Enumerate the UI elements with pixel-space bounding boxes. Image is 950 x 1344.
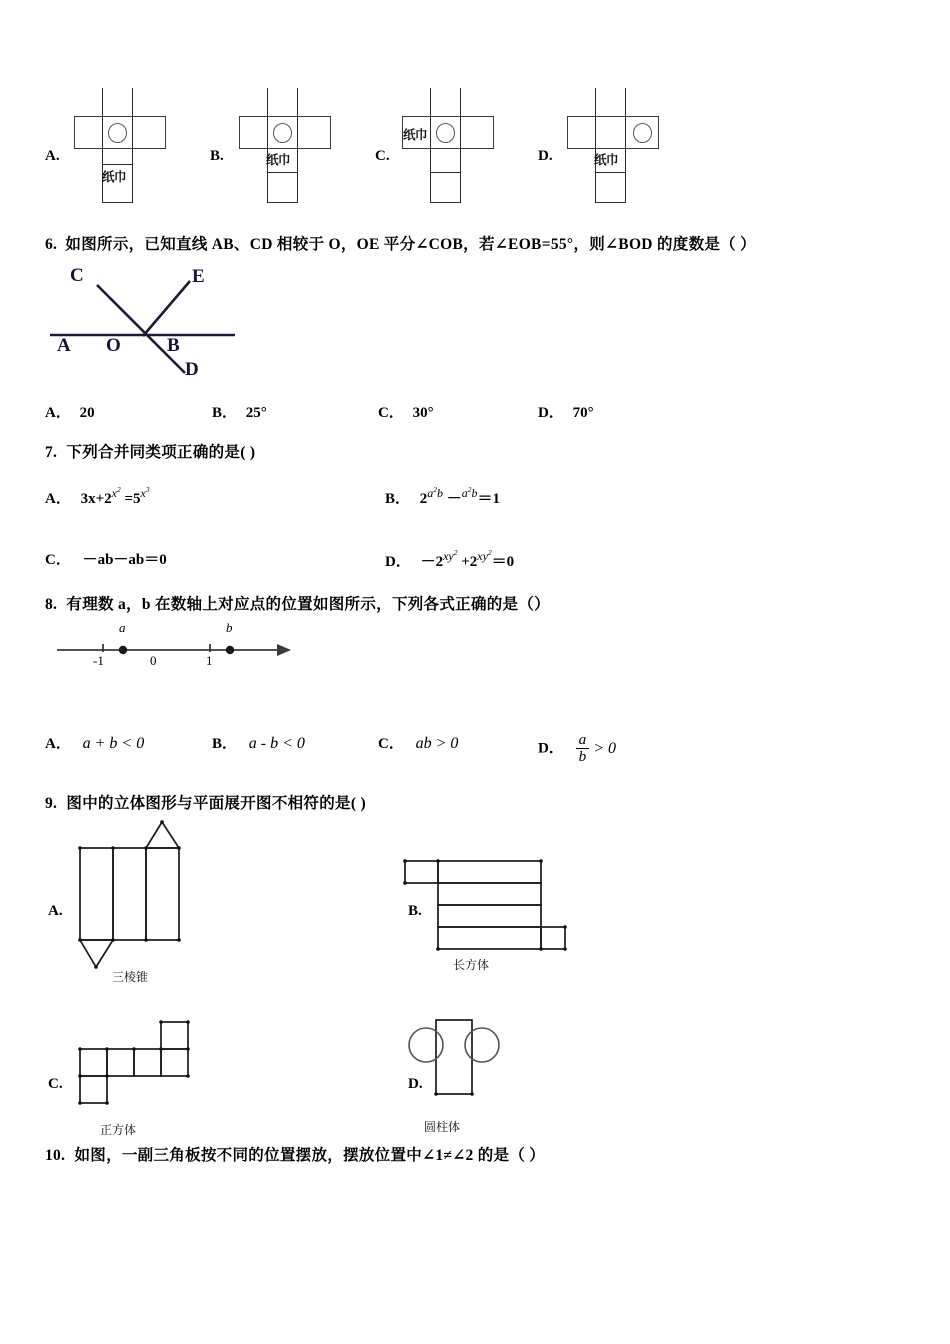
q9-figure-c	[78, 1022, 228, 1142]
q7a-sup2: x3	[140, 485, 150, 500]
dispenser-hole-icon	[633, 123, 652, 143]
q9-caption-b: 长方体	[453, 958, 490, 972]
q7-text: 下列合并同类项正确的是( )	[66, 444, 256, 461]
q7d-term2: xy2	[477, 548, 492, 563]
q6-option-b-label: B．	[212, 405, 238, 421]
q8-option-c-label: C．	[378, 736, 404, 752]
q8-option-a-label: A．	[45, 736, 71, 752]
q5-figure-b	[237, 88, 357, 203]
q7-number: 7.	[45, 444, 58, 461]
q6-option-d[interactable]	[538, 401, 594, 422]
q9-option-b-letter: B.	[408, 903, 422, 919]
fraction-a-over-b	[576, 732, 590, 765]
tissue-label: 纸巾	[403, 127, 428, 142]
q7d-op: +2	[461, 554, 478, 570]
q6-text: 如图所示，已知直线 AB、CD 相较于 O，OE 平分∠COB，若∠EOB=55°，则∠BOD 的度数是（ ）	[65, 236, 756, 253]
q8-option-b-expr: a - b < 0	[248, 735, 305, 752]
dispenser-hole-icon	[273, 123, 292, 143]
bottom-edge	[430, 202, 461, 203]
q5-figure-c	[400, 88, 520, 203]
q7-option-a-expr	[80, 485, 150, 507]
q9-option-d-letter: D.	[408, 1076, 423, 1092]
q10-number: 10.	[45, 1147, 66, 1164]
vertical-line-right	[460, 88, 461, 203]
q7-option-d-expr	[420, 548, 515, 570]
q9-caption-c: 正方体	[100, 1123, 137, 1137]
bottom-edge	[102, 202, 133, 203]
q8-option-d-expr	[576, 731, 616, 765]
bottom-edge	[595, 202, 626, 203]
vertical-line-left	[267, 88, 268, 203]
q7b-tail: ＝1	[477, 491, 500, 507]
point-label-b: b	[226, 620, 233, 635]
q9-figure-a	[78, 820, 223, 984]
q7d-term1: xy2	[443, 548, 458, 563]
q7-option-d[interactable]	[385, 548, 514, 571]
q6-option-c-value: 30°	[412, 405, 434, 421]
vertical-line-right	[625, 88, 626, 203]
q7-option-b-label: B．	[385, 491, 411, 507]
q6-label-E: E	[192, 266, 205, 287]
cube-net	[78, 1022, 228, 1127]
lower-divider	[430, 172, 461, 173]
tick-label-neg1: -1	[93, 653, 104, 668]
q7-option-c-expr: －ab－ab＝0	[82, 552, 167, 568]
q5-option-d-letter: D.	[538, 148, 553, 164]
q8-text: 有理数 a，b 在数轴上对应点的位置如图所示，下列各式正确的是（）	[66, 596, 550, 613]
q6-option-d-value: 70°	[572, 405, 594, 421]
q7-option-c[interactable]	[45, 548, 167, 569]
vertical-line-left	[595, 88, 596, 203]
q10-stem	[45, 1143, 545, 1165]
fraction-numerator: a	[578, 731, 587, 748]
q9-number: 9.	[45, 795, 58, 812]
q8-number: 8.	[45, 596, 58, 613]
q9-text: 图中的立体图形与平面展开图不相符的是( )	[66, 795, 366, 812]
q5-figure-a	[72, 88, 192, 203]
vertical-line-left	[430, 88, 431, 203]
q6-number: 6.	[45, 236, 58, 253]
tissue-label: 纸巾	[102, 169, 127, 184]
tick-label-one: 1	[206, 653, 213, 668]
q9-caption-a: 三棱锥	[112, 970, 149, 984]
q7-option-a[interactable]	[45, 485, 150, 508]
q7b-op: －	[446, 491, 462, 507]
q6-label-O: O	[106, 335, 121, 356]
q7-stem	[45, 440, 255, 462]
q7b-term1: a2b	[427, 485, 443, 500]
q7-option-c-label: C．	[45, 552, 71, 568]
q6-label-C: C	[70, 265, 84, 286]
q7a-mid: =5	[124, 491, 141, 507]
q7d-coef1: －2	[420, 554, 444, 570]
q6-option-b-value: 25°	[245, 405, 267, 421]
fraction-denominator: b	[576, 748, 590, 765]
q7a-part1: 3x+2	[80, 491, 112, 507]
tick-label-zero: 0	[150, 653, 157, 668]
dispenser-hole-icon	[436, 123, 455, 143]
q9-option-a-letter: A.	[48, 903, 63, 919]
q6-stem	[45, 232, 756, 254]
vertical-line-left	[102, 88, 103, 203]
tissue-label: 纸巾	[594, 152, 619, 167]
q7-option-b[interactable]	[385, 485, 500, 508]
q6-option-d-label: D．	[538, 405, 564, 421]
q7-option-d-label: D．	[385, 554, 411, 570]
q8-option-a-expr: a + b < 0	[82, 735, 145, 752]
q6-label-D: D	[185, 359, 199, 380]
dispenser-hole-icon	[108, 123, 127, 143]
vertical-line-right	[132, 88, 133, 203]
q9-figure-d	[398, 1020, 548, 1140]
q7d-tail: ＝0	[491, 554, 515, 570]
q6-option-b[interactable]	[212, 401, 267, 422]
q8-option-a[interactable]	[45, 732, 144, 753]
q8-option-b[interactable]	[212, 732, 305, 753]
q8-number-line	[55, 622, 305, 677]
q7b-term2: a2b	[461, 485, 478, 500]
triangular-prism-net	[78, 820, 223, 970]
fraction-tail: > 0	[593, 739, 616, 757]
q8-option-b-label: B．	[212, 736, 238, 752]
tissue-label: 纸巾	[266, 152, 291, 167]
q6-option-c-label: C．	[378, 405, 404, 421]
vertical-line-right	[297, 88, 298, 203]
q7-option-b-expr	[419, 485, 500, 507]
q8-option-d-label: D．	[538, 740, 564, 757]
q5-option-c-letter: C.	[375, 148, 390, 164]
point-label-a: a	[119, 620, 126, 635]
lower-divider	[102, 164, 133, 165]
lower-divider	[267, 172, 298, 173]
cylinder-net	[398, 1020, 548, 1125]
q8-option-c[interactable]	[378, 732, 458, 753]
q7-option-a-label: A．	[45, 491, 71, 507]
q6-option-a-label: A．	[45, 405, 71, 421]
q6-label-A: A	[57, 335, 71, 356]
q6-figure	[45, 263, 275, 381]
q8-option-d[interactable]	[538, 732, 616, 765]
q6-label-B: B	[167, 335, 180, 356]
q9-figure-b	[398, 858, 558, 972]
q6-option-a-value: 20	[79, 405, 95, 421]
q8-stem	[45, 592, 550, 614]
q6-option-a[interactable]	[45, 401, 95, 422]
q9-caption-d: 圆柱体	[424, 1120, 461, 1134]
q9-option-c-letter: C.	[48, 1076, 63, 1092]
q5-option-a-letter: A.	[45, 148, 60, 164]
q10-text: 如图，一副三角板按不同的位置摆放，摆放位置中∠1≠∠2 的是（ ）	[74, 1147, 546, 1164]
q5-option-b-letter: B.	[210, 148, 224, 164]
q8-option-c-expr: ab > 0	[415, 735, 459, 752]
lower-divider	[595, 172, 626, 173]
q7b-coef1: 2	[419, 491, 428, 507]
q9-stem	[45, 791, 366, 813]
cuboid-net	[398, 858, 558, 963]
bottom-edge	[267, 202, 298, 203]
q5-figure-d	[565, 88, 685, 203]
q6-option-c[interactable]	[378, 401, 434, 422]
q7a-sup1: x2	[111, 485, 121, 500]
